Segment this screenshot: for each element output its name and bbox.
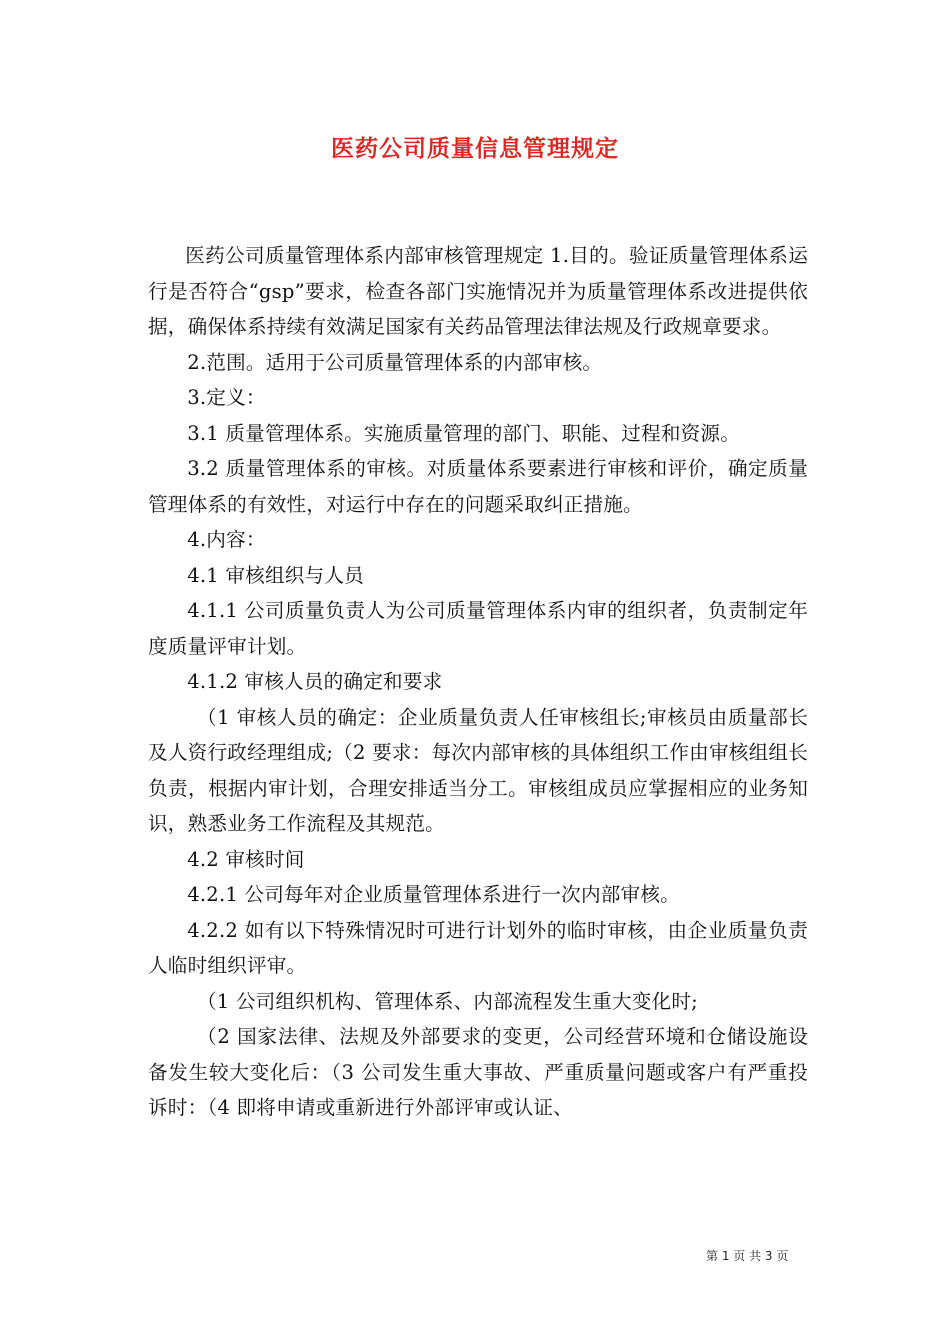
paragraph-condition-2: （2 国家法律、法规及外部要求的变更，公司经营环境和仓储设施设备发生较大变化后：（3 公司发生重大事故、严重质量问题或客户有严重投诉时：（4 即将申请或重新进行外部评审或认证、 — [148, 1025, 808, 1119]
paragraph-content: 4.内容： — [187, 528, 266, 551]
document-title: 医药公司质量信息管理规定 — [331, 136, 619, 162]
paragraph-purpose: 医药公司质量管理体系内部审核管理规定 1.目的。验证质量管理体系运行是否符合“gsp”要求，检查各部门实施情况并为质量管理体系改进提供依据，确保体系持续有效满足国家有关药品管理法律法规及行政规章要求。 — [148, 244, 808, 338]
page-number: 第 1 页 共 3 页 — [706, 1249, 789, 1263]
paragraph-scope: 2.范围。适用于公司质量管理体系的内部审核。 — [187, 350, 603, 374]
paragraph-condition-1: （1 公司组织机构、管理体系、内部流程发生重大变化时; — [197, 989, 698, 1013]
paragraph-section-4-1-1: 4.1.1 公司质量负责人为公司质量管理体系内审的组织者，负责制定年度质量评审计划。 — [148, 599, 808, 658]
paragraph-section-4-2-1: 4.2.1 公司每年对企业质量管理体系进行一次内部审核。 — [187, 883, 680, 906]
paragraph-section-4-1-2: 4.1.2 审核人员的确定和要求 — [187, 670, 443, 693]
paragraph-section-4-2-2: 4.2.2 如有以下特殊情况时可进行计划外的临时审核，由企业质量负责人临时组织评审。 — [148, 918, 808, 977]
paragraph-section-4-2: 4.2 审核时间 — [187, 847, 305, 871]
paragraph-definition-3-1: 3.1 质量管理体系。实施质量管理的部门、职能、过程和资源。 — [187, 421, 741, 445]
paragraph-definition-3-2: 3.2 质量管理体系的审核。对质量体系要素进行审核和评价，确定质量管理体系的有效性，对运行中存在的问题采取纠正措施。 — [148, 457, 808, 516]
document-body — [148, 238, 808, 1126]
paragraph-definitions: 3.定义： — [187, 386, 266, 409]
paragraph-auditor-requirements: （1 审核人员的确定：企业质量负责人任审核组长;审核员由质量部长及人资行政经理组成;（2 要求：每次内部审核的具体组织工作由审核组组长负责，根据内审计划，合理安排适当分工。审核组成员应掌握相应的业务知识，熟悉业务工作流程及其规范。 — [148, 705, 808, 835]
paragraph-section-4-1: 4.1 审核组织与人员 — [187, 563, 364, 587]
